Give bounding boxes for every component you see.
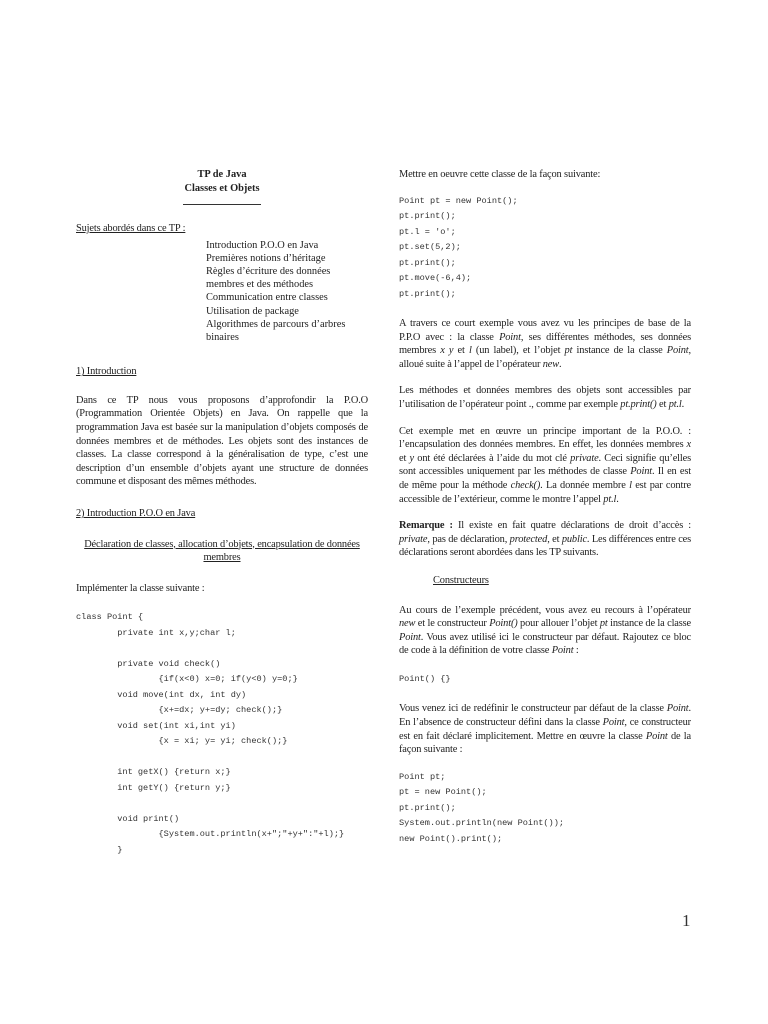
oop-basics-paragraph: A travers ce court exemple vous avez vu les principes de base de la P.P.O avec : la classe Point, ses différentes méthodes, ses données membres x y et l (un label), et l’objet pt instance de la classe Point, alloué suite à l’appel de l’opérateur new. [399,318,692,370]
introduction-paragraph: Dans ce TP nous vous proposons d’approfondir la P.O.O (Programmation Orientée Objets) en Java. On rappelle que la programmation Java est basée sur la manipulation d’objets composés de données membres et de méthodes. Les objets sont des instances de classes. La classe correspond à la généralisation de type, c’est une description d’un ensemble d’objets ayant une structure de données commune et disposant des mêmes méthodes. [76,394,368,488]
topic-item: Règles d’écriture des données membres et des méthodes [206,266,331,291]
topic-item: Premières notions d’héritage [206,252,326,264]
page-number: 1 [682,911,691,930]
topic-item: Utilisation de package [206,305,299,317]
usage-intro: Mettre en oeuvre cette classe de la façon suivante: [399,169,601,180]
usage-code: Point pt = new Point(); pt.print(); pt.l = 'o'; pt.set(5,2); pt.print(); pt.move(-6,4); pt.print(); [399,195,518,299]
document-subtitle: Classes et Objets [184,182,260,194]
constructors-heading: Constructeurs [433,575,489,586]
point-class-code: class Point { private int x,y;char l; private void check() {if(x<0) x=0; if(y<0) y=0;} void move(int dx, int dy) {x+=dx; y+=dy; check();} void set(int xi,int yi) {x = xi; y= yi; check();} int getX() {return x;} int getY() {return y;} void print() {System.out.println(x+";"+y+":"+l);} } [76,612,345,855]
subheading-declaration: Déclaration de classes, allocation d’objets, encapsulation de données membres [84,538,360,564]
right-column [399,168,691,847]
topics-list [206,239,356,345]
section-heading-introduction: 1) Introduction [76,366,137,378]
topic-item: Communication entre classes [206,292,328,304]
dot-operator-paragraph: Les méthodes et données membres des objets sont accessibles par l’utilisation de l’opérateur point ., comme par exemple pt.print() et pt.l. [399,385,691,411]
encapsulation-paragraph: Cet exemple met en œuvre un principe important de la P.O.O. : l’encapsulation des données membres. En effet, les données membres x et y ont été déclarées à l’aide du mot clé private. Ceci signifie qu’elles sont accessibles uniquement par les méthodes de classe Point. Il en est de même pour la méthode check(). La donnée membre l est par contre accessible de l’extérieur, comme le montre l’appel pt.l. [399,425,692,505]
left-column [76,168,368,858]
topic-item: Algorithmes de parcours d’arbres binaires [206,318,346,344]
title-divider [183,204,261,205]
document-title: TP de Java [197,169,247,180]
constructor-paragraph: Au cours de l’exemple précédent, vous avez eu recours à l’opérateur new et le constructeur Point() pour allouer l’objet pt instance de la classe Point. Vous avez utilisé ici le constructeur par défaut. Rajoutez ce bloc de code à la définition de votre classe Point : [399,604,692,657]
section-heading-poo: 2) Introduction P.O.O en Java [76,507,196,519]
redefine-constructor-paragraph: Vous venez ici de redéfinir le constructeur par défaut de la classe Point. En l’absence de constructeur défini dans la classe Point, ce constructeur est en fait déclaré implicitement. Mettre en œuvre la classe Point de la façon suivante : [399,703,691,756]
implement-label: Implémenter la classe suivante : [76,582,205,594]
topic-item: Introduction P.O.O en Java [206,239,319,251]
remark-paragraph: Remarque : Il existe en fait quatre déclarations de droit d’accès : private, pas de déclaration, protected, et public. Les différences entre ces déclarations seront abordées dans les TP suivants. [399,520,692,559]
default-constructor-code: Point() {} [399,673,451,684]
subjects-label: Sujets abordés dans ce TP : [76,223,186,234]
constructor-usage-code: Point pt; pt = new Point(); pt.print(); System.out.println(new Point()); new Point().print(); [399,771,565,844]
